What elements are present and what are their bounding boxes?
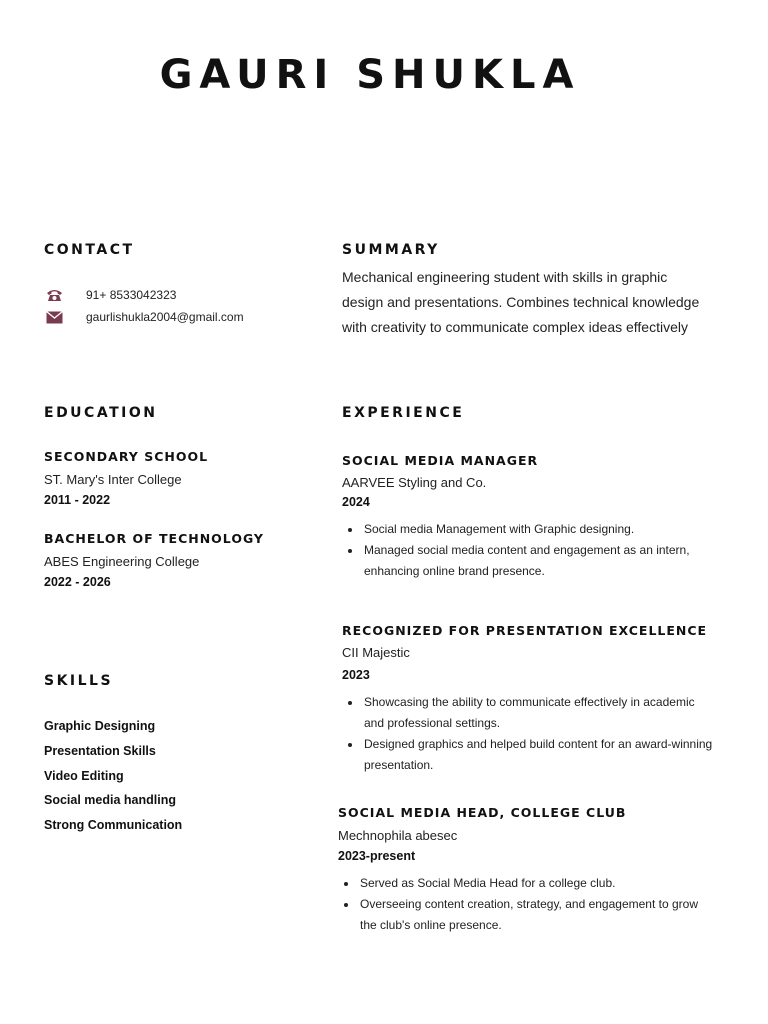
experience-title: SOCIAL MEDIA MANAGER: [342, 453, 539, 468]
skill-item: Social media handling: [44, 793, 176, 808]
summary-section: [342, 242, 762, 340]
experience-bullets: [338, 873, 758, 936]
education-section: [44, 405, 294, 589]
education-years: 2022 - 2026: [44, 575, 111, 589]
summary-line: Mechanical engineering student with skills in graphic: [342, 269, 668, 285]
experience-year: 2024: [342, 495, 370, 509]
education-title: SECONDARY SCHOOL: [44, 449, 209, 464]
summary-line: with creativity to communicate complex ideas effectively: [342, 319, 688, 335]
experience-year: 2023: [342, 668, 370, 682]
experience-bullet: • Managed social media content and engagement as an intern, enhancing online brand presence.: [362, 540, 762, 582]
experience-bullet: • Served as Social Media Head for a college club.: [358, 873, 758, 894]
education-institution: ST. Mary's Inter College: [44, 472, 182, 487]
envelope-icon: [44, 311, 64, 324]
skill-item: Presentation Skills: [44, 743, 156, 758]
experience-bullets: [342, 692, 762, 776]
experience-title: RECOGNIZED FOR PRESENTATION EXCELLENCE: [342, 623, 708, 638]
experience-bullet: • Social media Management with Graphic designing.: [362, 519, 762, 540]
phone-icon: [44, 288, 64, 302]
contact-phone-row: [44, 284, 294, 306]
contact-section: [44, 242, 294, 328]
contact-heading: CONTACT: [44, 242, 135, 258]
skills-heading: SKILLS: [44, 673, 114, 689]
experience-item: [338, 805, 758, 936]
resume-name: GAURI SHUKLA: [159, 52, 581, 98]
education-heading: EDUCATION: [44, 405, 158, 421]
skill-item: Video Editing: [44, 768, 124, 783]
skills-list: [44, 719, 294, 843]
experience-title: SOCIAL MEDIA HEAD, COLLEGE CLUB: [338, 805, 627, 820]
skill-item: Graphic Designing: [44, 719, 156, 733]
summary-text: [342, 265, 762, 340]
skill-item: Strong Communication: [44, 818, 183, 833]
contact-email[interactable]: gaurlishukla2004@gmail.com: [86, 310, 244, 324]
education-title: BACHELOR OF TECHNOLOGY: [44, 531, 264, 546]
experience-heading: EXPERIENCE: [342, 405, 465, 421]
experience-org: CII Majestic: [342, 645, 410, 660]
experience-org: AARVEE Styling and Co.: [342, 475, 487, 490]
education-years: 2011 - 2022: [44, 493, 111, 507]
experience-item: [342, 623, 762, 776]
summary-line: design and presentations. Combines technical knowledge: [342, 294, 700, 310]
contact-phone[interactable]: 91+ 8533042323: [86, 288, 177, 302]
education-institution: ABES Engineering College: [44, 554, 200, 569]
experience-org: Mechnophila abesec: [338, 828, 458, 843]
experience-item: [342, 453, 762, 582]
experience-bullet: • Designed graphics and helped build content for an award-winning presentation.: [362, 734, 762, 776]
experience-bullets: [342, 519, 762, 582]
experience-year: 2023-present: [338, 849, 416, 863]
experience-bullet: • Overseeing content creation, strategy, and engagement to grow the club's online presence.: [358, 894, 758, 936]
contact-email-row: [44, 306, 294, 328]
experience-section: [342, 405, 762, 421]
experience-bullet: • Showcasing the ability to communicate effectively in academic and professional settings.: [362, 692, 762, 734]
summary-heading: SUMMARY: [342, 242, 440, 258]
skills-section: [44, 673, 294, 843]
